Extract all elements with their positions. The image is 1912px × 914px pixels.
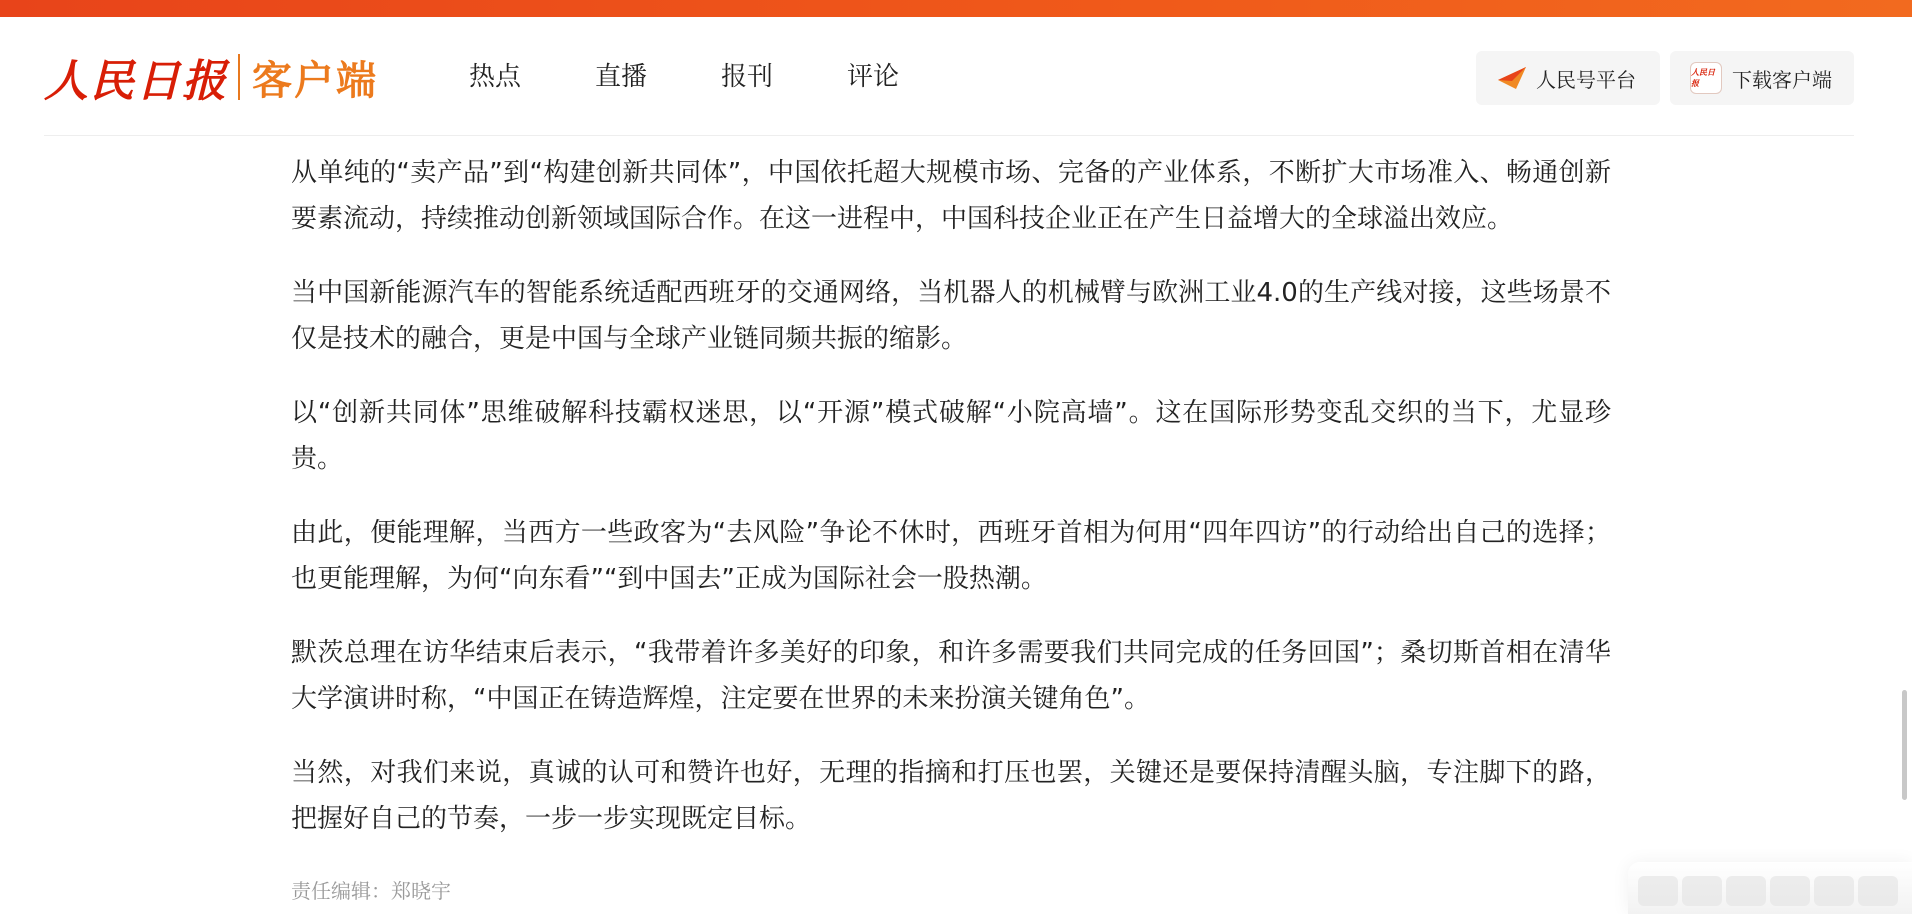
- article-paragraph: 从单纯的“卖产品”到“构建创新共同体”，中国依托超大规模市场、完备的产业体系，不断扩大市场准入、畅通创新要素流动，持续推动创新领域国际合作。在这一进程中，中国科技企业正在产生日益增大的全球溢出效应。: [291, 158, 1611, 234]
- toolbar-button[interactable]: [1726, 876, 1766, 906]
- toolbar-button[interactable]: [1638, 876, 1678, 906]
- nav-item-comment[interactable]: 评论: [847, 62, 900, 92]
- logo-client: 客户端: [252, 57, 378, 104]
- nav-item-live[interactable]: 直播: [595, 62, 648, 92]
- paper-plane-icon: [1498, 67, 1526, 89]
- nav-item-hot[interactable]: 热点: [469, 62, 522, 92]
- responsible-editor: 责任编辑：郑晓宇: [291, 879, 451, 903]
- article-paragraph: 当中国新能源汽车的智能系统适配西班牙的交通网络，当机器人的机械臂与欧洲工业4.0的生产线对接，这些场景不仅是技术的融合，更是中国与全球产业链同频共振的缩影。: [291, 278, 1611, 354]
- logo-people-daily: 人民日报: [44, 56, 228, 107]
- download-app-label: 下载客户端: [1732, 67, 1832, 92]
- nav-item-newspaper[interactable]: 报刊: [721, 62, 774, 92]
- logo-divider: [238, 54, 240, 100]
- app-icon-text: 人民日报: [1691, 67, 1715, 88]
- toolbar-button[interactable]: [1858, 876, 1898, 906]
- toolbar-buttons: [1638, 876, 1902, 906]
- toolbar-button[interactable]: [1770, 876, 1810, 906]
- scrollbar-thumb[interactable]: [1902, 690, 1907, 800]
- site-header: [44, 17, 1854, 136]
- article-body: [291, 150, 1611, 870]
- top-accent-bar: [0, 0, 1912, 17]
- article-paragraph: 当然，对我们来说，真诚的认可和赞许也好，无理的指摘和打压也罢，关键还是要保持清醒头脑，专注脚下的路，把握好自己的节奏，一步一步实现既定目标。: [291, 758, 1611, 834]
- toolbar-button[interactable]: [1814, 876, 1854, 906]
- toolbar-button[interactable]: [1682, 876, 1722, 906]
- article-paragraph: 默茨总理在访华结束后表示，“我带着许多美好的印象，和许多需要我们共同完成的任务回国”；桑切斯首相在清华大学演讲时称，“中国正在铸造辉煌，注定要在世界的未来扮演关键角色”。: [291, 638, 1611, 714]
- app-icon: [1690, 62, 1722, 94]
- download-app-button[interactable]: [1670, 51, 1854, 105]
- site-logo[interactable]: [44, 47, 378, 107]
- article-paragraph: 以“创新共同体”思维破解科技霸权迷思，以“开源”模式破解“小院高墙”。这在国际形势变乱交织的当下，尤显珍贵。: [291, 398, 1611, 474]
- main-nav: [469, 57, 973, 97]
- article-paragraph: 由此，便能理解，当西方一些政客为“去风险”争论不休时，西班牙首相为何用“四年四访”的行动给出自己的选择；也更能理解，为何“向东看”“到中国去”正成为国际社会一股热潮。: [291, 518, 1611, 594]
- people-platform-label: 人民号平台: [1536, 67, 1636, 92]
- people-platform-button[interactable]: [1476, 51, 1660, 105]
- floating-toolbar: [1628, 862, 1912, 914]
